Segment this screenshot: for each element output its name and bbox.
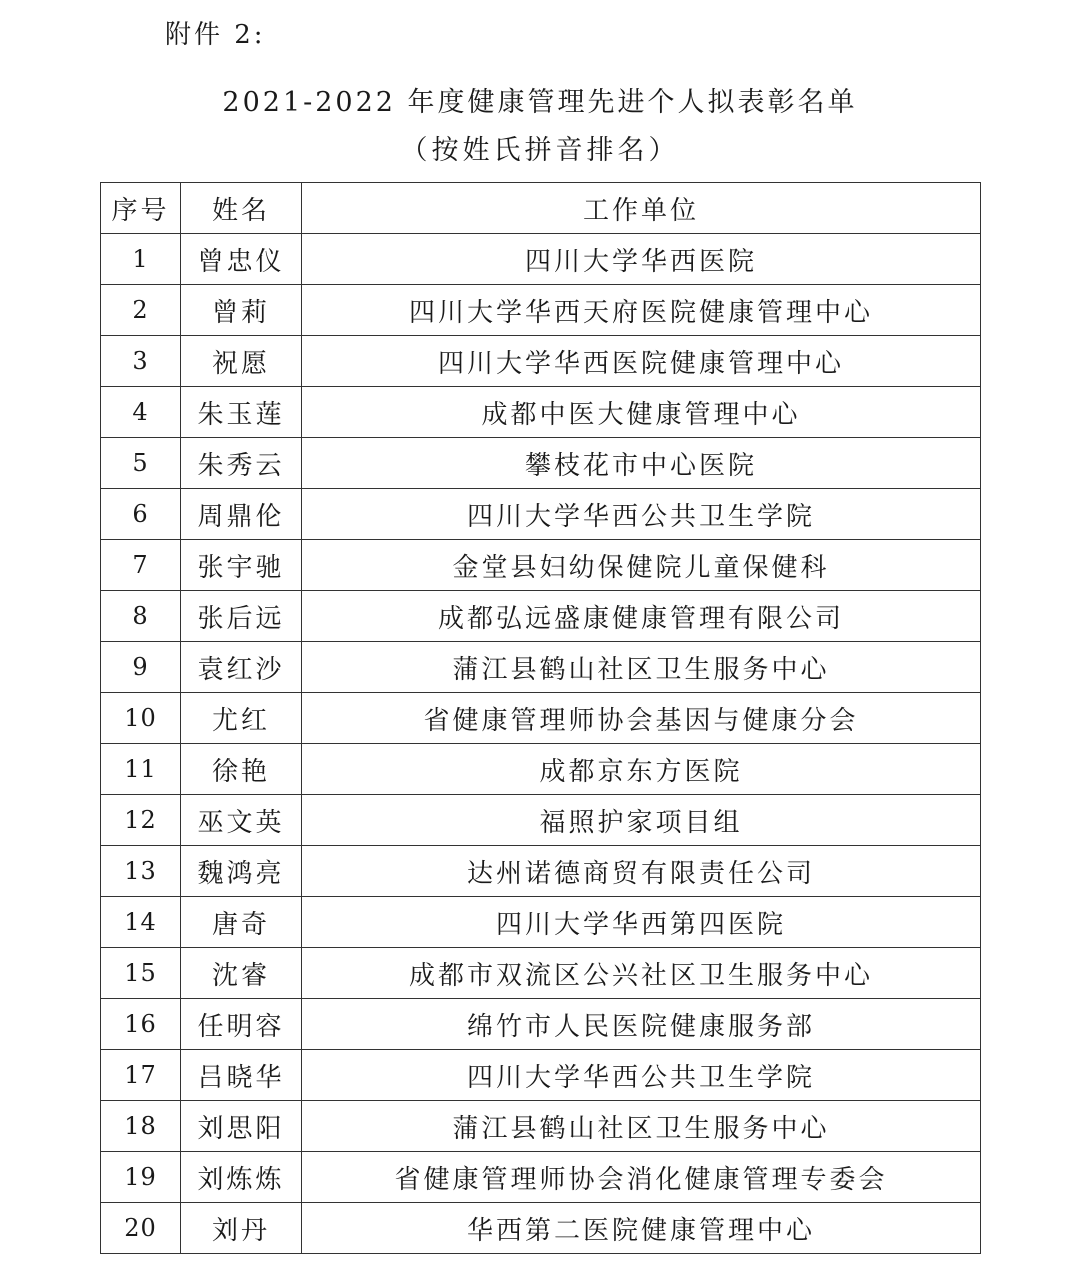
header-workplace: 工作单位: [302, 183, 981, 234]
table-row: [101, 693, 981, 744]
row-index: 7: [101, 540, 181, 591]
row-name: 张后远: [181, 591, 302, 642]
row-name: 刘思阳: [181, 1101, 302, 1152]
row-name: 吕晓华: [181, 1050, 302, 1101]
row-index: 1: [101, 234, 181, 285]
table-header-row: [101, 183, 981, 234]
row-index: 9: [101, 642, 181, 693]
table-row: [101, 1203, 981, 1254]
row-name: 巫文英: [181, 795, 302, 846]
awardee-table: [100, 182, 981, 1254]
row-name: 周鼎伦: [181, 489, 302, 540]
row-name: 沈睿: [181, 948, 302, 999]
row-workplace: 成都弘远盛康健康管理有限公司: [302, 591, 981, 642]
row-workplace: 四川大学华西医院: [302, 234, 981, 285]
row-name: 袁红沙: [181, 642, 302, 693]
row-workplace: 绵竹市人民医院健康服务部: [302, 999, 981, 1050]
row-workplace: 四川大学华西医院健康管理中心: [302, 336, 981, 387]
row-name: 任明容: [181, 999, 302, 1050]
row-index: 4: [101, 387, 181, 438]
row-index: 2: [101, 285, 181, 336]
table-row: [101, 336, 981, 387]
row-index: 13: [101, 846, 181, 897]
table-row: [101, 438, 981, 489]
row-index: 18: [101, 1101, 181, 1152]
row-name: 魏鸿亮: [181, 846, 302, 897]
row-index: 5: [101, 438, 181, 489]
table-row: [101, 1050, 981, 1101]
row-workplace: 蒲江县鹤山社区卫生服务中心: [302, 642, 981, 693]
row-workplace: 四川大学华西第四医院: [302, 897, 981, 948]
row-workplace: 攀枝花市中心医院: [302, 438, 981, 489]
header-name: 姓名: [181, 183, 302, 234]
row-index: 3: [101, 336, 181, 387]
row-workplace: 华西第二医院健康管理中心: [302, 1203, 981, 1254]
row-name: 曾忠仪: [181, 234, 302, 285]
row-workplace: 达州诺德商贸有限责任公司: [302, 846, 981, 897]
row-workplace: 蒲江县鹤山社区卫生服务中心: [302, 1101, 981, 1152]
row-index: 19: [101, 1152, 181, 1203]
table-row: [101, 744, 981, 795]
row-workplace: 省健康管理师协会消化健康管理专委会: [302, 1152, 981, 1203]
row-workplace: 四川大学华西天府医院健康管理中心: [302, 285, 981, 336]
row-index: 14: [101, 897, 181, 948]
table-row: [101, 285, 981, 336]
row-workplace: 成都中医大健康管理中心: [302, 387, 981, 438]
row-name: 祝愿: [181, 336, 302, 387]
row-name: 朱秀云: [181, 438, 302, 489]
table-row: [101, 846, 981, 897]
document-subtitle: （按姓氏拼音排名）: [400, 135, 680, 166]
table-row: [101, 948, 981, 999]
row-name: 尤红: [181, 693, 302, 744]
row-index: 6: [101, 489, 181, 540]
table-row: [101, 387, 981, 438]
row-index: 20: [101, 1203, 181, 1254]
table-row: [101, 897, 981, 948]
row-workplace: 四川大学华西公共卫生学院: [302, 489, 981, 540]
attachment-label: 附件 2:: [165, 20, 266, 50]
row-workplace: 福照护家项目组: [302, 795, 981, 846]
row-name: 曾莉: [181, 285, 302, 336]
row-index: 15: [101, 948, 181, 999]
row-index: 10: [101, 693, 181, 744]
row-workplace: 成都京东方医院: [302, 744, 981, 795]
table-row: [101, 591, 981, 642]
row-name: 朱玉莲: [181, 387, 302, 438]
row-name: 张宇驰: [181, 540, 302, 591]
table-row: [101, 489, 981, 540]
table-row: [101, 540, 981, 591]
row-workplace: 省健康管理师协会基因与健康分会: [302, 693, 981, 744]
table-row: [101, 234, 981, 285]
table-row: [101, 795, 981, 846]
document-title: 2021-2022 年度健康管理先进个人拟表彰名单: [222, 87, 858, 118]
row-index: 12: [101, 795, 181, 846]
table-row: [101, 1152, 981, 1203]
table-row: [101, 642, 981, 693]
row-name: 徐艳: [181, 744, 302, 795]
row-index: 8: [101, 591, 181, 642]
row-index: 17: [101, 1050, 181, 1101]
table-body: [101, 234, 981, 1254]
row-name: 刘炼炼: [181, 1152, 302, 1203]
header-index: 序号: [101, 183, 181, 234]
table-row: [101, 1101, 981, 1152]
row-workplace: 四川大学华西公共卫生学院: [302, 1050, 981, 1101]
row-index: 16: [101, 999, 181, 1050]
table-row: [101, 999, 981, 1050]
row-name: 唐奇: [181, 897, 302, 948]
row-name: 刘丹: [181, 1203, 302, 1254]
row-workplace: 金堂县妇幼保健院儿童保健科: [302, 540, 981, 591]
row-workplace: 成都市双流区公兴社区卫生服务中心: [302, 948, 981, 999]
row-index: 11: [101, 744, 181, 795]
